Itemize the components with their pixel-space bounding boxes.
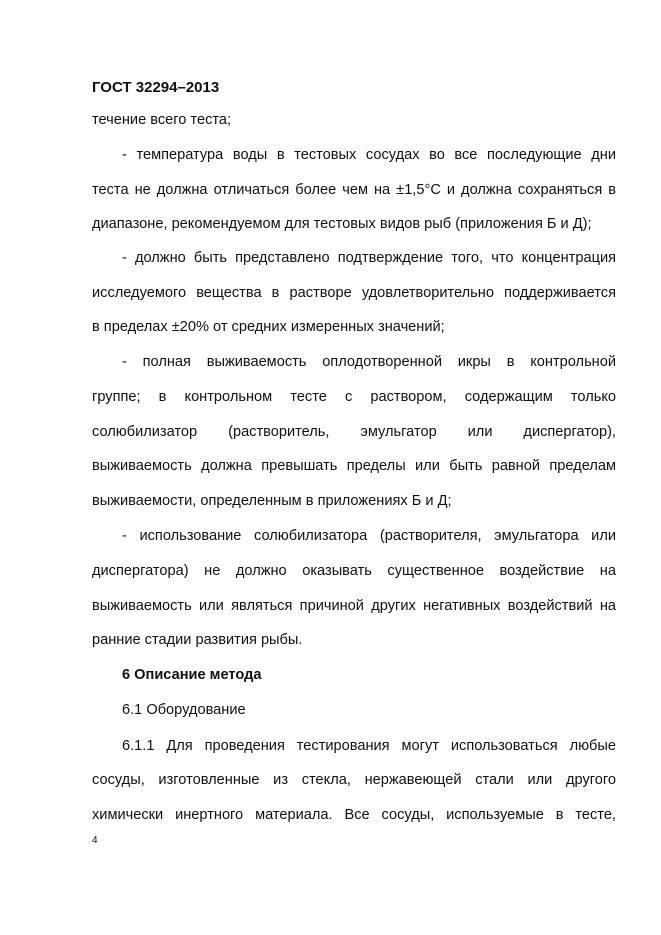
text-line: - должно быть представлено подтверждение того, что концентрация xyxy=(122,250,616,266)
text-line: химически инертного материала. Все сосуды, используемые в тесте, xyxy=(92,807,616,823)
text-line: солюбилизатор (растворитель, эмульгатор или диспергатор), xyxy=(92,424,616,440)
text-line: 6.1.1 Для проведения тестирования могут использоваться любые xyxy=(122,738,616,754)
text-line: выживаемость должна превышать пределы или быть равной пределам xyxy=(92,458,616,474)
standard-designation: ГОСТ 32294–2013 xyxy=(92,79,220,96)
text-line: - использование солюбилизатора (растворителя, эмульгатора или xyxy=(122,528,616,544)
text-line: диапазоне, рекомендуемом для тестовых видов рыб (приложения Б и Д); xyxy=(92,216,592,232)
text-line: группе; в контрольном тесте с раствором, содержащим только xyxy=(92,389,616,405)
text-line: диспергатора) не должно оказывать существенное воздействие на xyxy=(92,563,616,579)
page-number: 4 xyxy=(92,835,98,846)
text-line: - температура воды в тестовых сосудах во все последующие дни xyxy=(122,147,616,163)
text-line: выживаемость или являться причиной других негативных воздействий на xyxy=(92,598,616,614)
text-line: выживаемости, определенным в приложениях Б и Д; xyxy=(92,493,452,509)
text-line: - полная выживаемость оплодотворенной икры в контрольной xyxy=(122,354,616,370)
text-line: исследуемого вещества в растворе удовлетворительно поддерживается xyxy=(92,285,616,301)
text-line: течение всего теста; xyxy=(92,112,232,128)
text-line: в пределах ±20% от средних измеренных значений; xyxy=(92,319,445,335)
text-line: сосуды, изготовленные из стекла, нержавеющей стали или другого xyxy=(92,772,616,788)
text-line: ранние стадии развития рыбы. xyxy=(92,632,303,648)
text-line: теста не должна отличаться более чем на ±1,5°С и должна сохраняться в xyxy=(92,182,616,198)
section-heading: 6 Описание метода xyxy=(122,667,262,683)
subsection-heading: 6.1 Оборудование xyxy=(122,702,246,718)
